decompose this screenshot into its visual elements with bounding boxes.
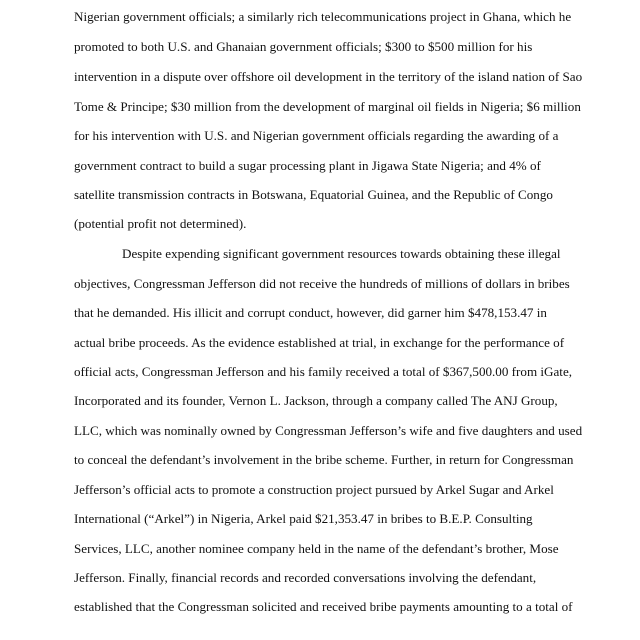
text-line: Services, LLC, another nominee company held in the name of the defendant’s brother, Mose (74, 541, 559, 556)
text-line: (potential profit not determined). (74, 216, 247, 231)
text-line: official acts, Congressman Jefferson and his family received a total of $367,500.00 from iGate, (74, 364, 573, 379)
text-line: intervention in a dispute over offshore oil development in the territory of the island nation of Sao (74, 69, 583, 84)
text-line: Tome & Principe; $30 million from the development of marginal oil fields in Nigeria; $6 million (74, 99, 581, 114)
text-line: that he demanded. His illicit and corrupt conduct, however, did garner him $478,153.47 in (74, 305, 547, 320)
text-line: Incorporated and its founder, Vernon L. Jackson, through a company called The ANJ Group, (74, 393, 558, 408)
text-line: Despite expending significant government resources towards obtaining these illegal (122, 246, 561, 261)
text-line: objectives, Congressman Jefferson did not receive the hundreds of millions of dollars in bribes (74, 276, 570, 291)
text-line: Jefferson. Finally, financial records and recorded conversations involving the defendant, (74, 570, 537, 585)
text-line: LLC, which was nominally owned by Congressman Jefferson’s wife and five daughters and used (74, 423, 583, 438)
text-line: government contract to build a sugar processing plant in Jigawa State Nigeria; and 4% of (74, 158, 541, 173)
text-line: established that the Congressman solicited and received bribe payments amounting to a total of (74, 599, 573, 614)
text-line: satellite transmission contracts in Botswana, Equatorial Guinea, and the Republic of Congo (74, 187, 553, 202)
text-line: Jefferson’s official acts to promote a construction project pursued by Arkel Sugar and Arkel (74, 482, 554, 497)
text-line: actual bribe proceeds. As the evidence established at trial, in exchange for the performance of (74, 335, 565, 350)
text-line: for his intervention with U.S. and Nigerian government officials regarding the awarding of a (74, 128, 559, 143)
text-line: International (“Arkel”) in Nigeria, Arkel paid $21,353.47 in bribes to B.E.P. Consulting (74, 511, 533, 526)
text-line: to conceal the defendant’s involvement in the bribe scheme. Further, in return for Congressman (74, 452, 574, 467)
text-line: Nigerian government officials; a similarly rich telecommunications project in Ghana, which he (74, 9, 572, 24)
text-line: promoted to both U.S. and Ghanaian government officials; $300 to $500 million for his (74, 39, 533, 54)
